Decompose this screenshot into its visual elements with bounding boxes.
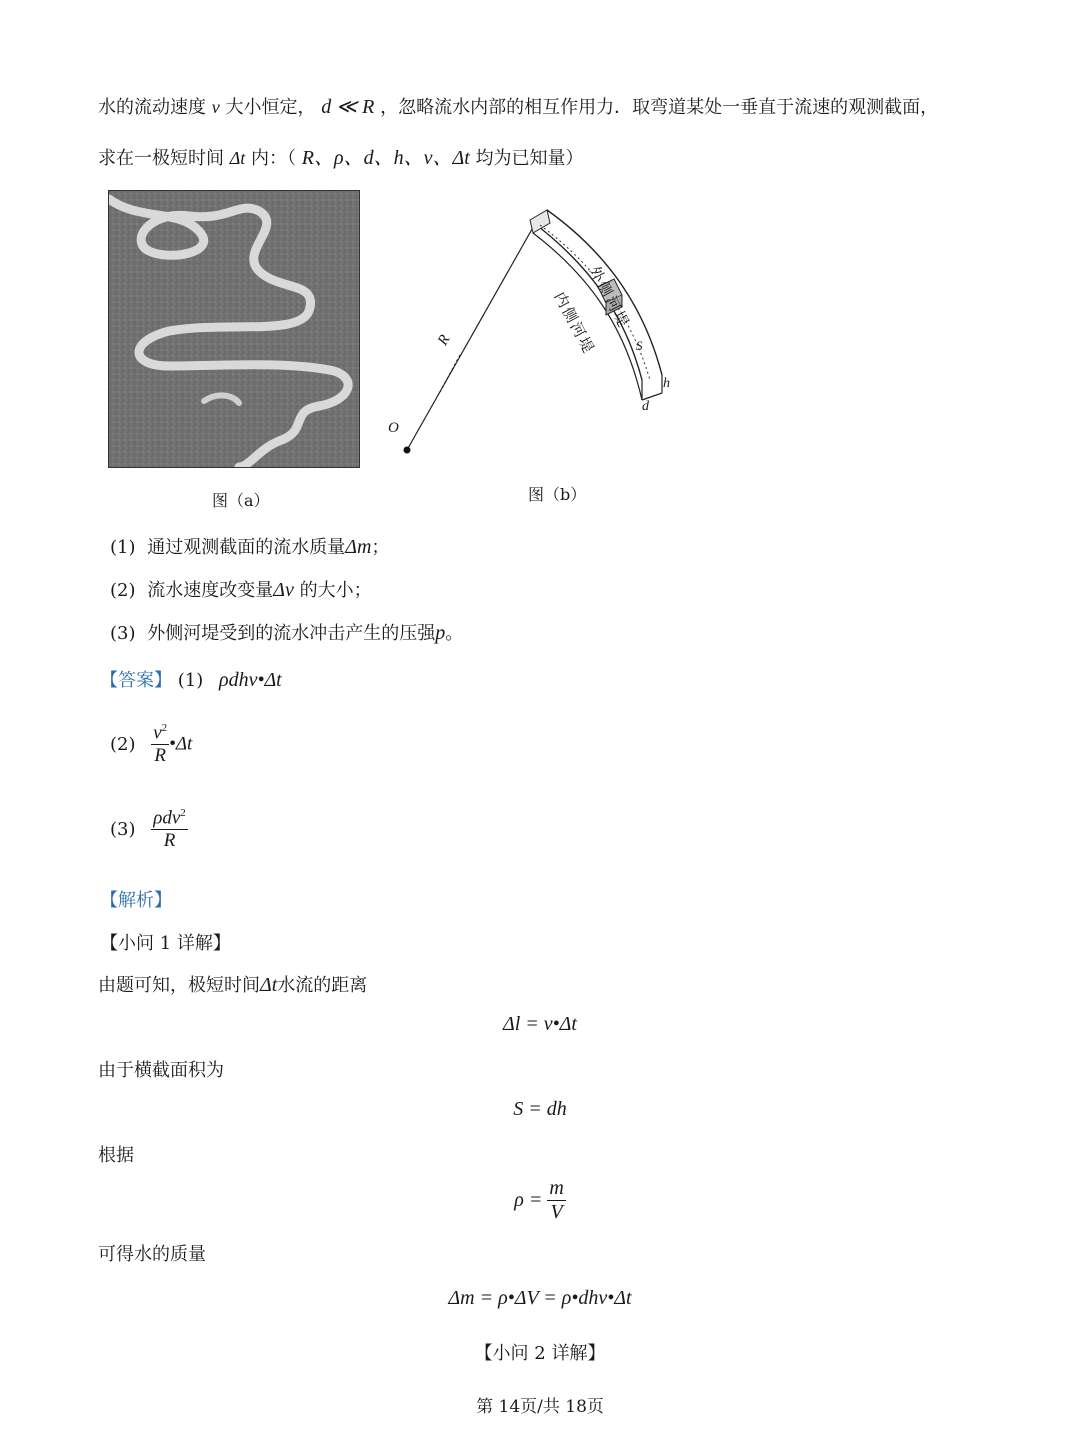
sub-question-1-heading: 【小问 1 详解】	[100, 933, 231, 954]
intro-text-d: 求在一极短时间	[98, 148, 224, 169]
dt-symbol: Δt	[229, 148, 246, 168]
question-2	[110, 576, 372, 602]
intro-text-b: 大小恒定，	[225, 97, 316, 118]
answer-2-numerator: v	[153, 722, 162, 744]
question-1	[110, 533, 389, 559]
label-inner-bank: 内侧河堤	[550, 288, 599, 358]
intro-text-e: 内：（	[251, 148, 297, 169]
analysis-dt-symbol: Δt	[260, 974, 278, 996]
figure-b-caption: 图（b）	[528, 485, 587, 504]
question-3-symbol: p	[435, 622, 446, 644]
answer-3-numerator: ρdv	[153, 807, 181, 829]
answer-3-fraction	[151, 807, 188, 852]
answer-2-fraction	[151, 722, 169, 767]
density-numerator: m	[549, 1177, 564, 1199]
question-1-text: 通过观测截面的流水质量	[147, 537, 346, 558]
river-meander-image	[109, 191, 359, 467]
figure-a-river-photo	[108, 190, 360, 468]
question-3-tail: 。	[445, 623, 464, 644]
sub-question-2-heading: 【小问 2 详解】	[474, 1343, 606, 1364]
density-lhs: ρ =	[514, 1189, 543, 1211]
answer-1-num: (1)	[177, 670, 204, 691]
answer-3-exponent: 2	[180, 807, 186, 819]
equation-distance: Δl = v•Δt	[503, 1013, 577, 1035]
question-1-tail: ；	[371, 537, 390, 558]
question-3-num: (3)	[110, 623, 136, 644]
velocity-symbol: v	[211, 97, 220, 117]
answer-3-num: (3)	[110, 819, 136, 841]
answer-2-denominator: R	[154, 745, 166, 767]
figure-a-caption: 图（a）	[212, 491, 270, 510]
equation-density	[0, 1177, 1080, 1224]
intro-line-1	[98, 93, 938, 119]
label-R: R	[434, 332, 454, 349]
question-1-symbol: Δm	[345, 536, 372, 558]
label-d: d	[642, 399, 649, 414]
condition-formula: d ≪ R	[321, 96, 375, 118]
label-h: h	[663, 376, 670, 391]
answer-1-formula: ρdhv•Δt	[218, 669, 282, 691]
equation-mass: Δm = ρ•ΔV = ρ•dhv•Δt	[448, 1287, 632, 1309]
answer-2-exponent: 2	[161, 722, 168, 734]
question-3	[110, 619, 463, 645]
label-O: O	[388, 420, 399, 436]
answer-3	[110, 807, 188, 852]
answer-2-num: (2)	[110, 734, 136, 756]
answer-1	[100, 666, 282, 692]
question-1-num: (1)	[110, 537, 136, 558]
answer-3-denominator: R	[163, 830, 176, 852]
analysis-text-1b: 水流的距离	[277, 975, 368, 996]
answer-tag: 【答案】	[100, 670, 172, 691]
question-2-text: 流水速度改变量	[147, 580, 274, 601]
density-denominator: V	[550, 1201, 563, 1223]
analysis-text-3: 根据	[98, 1145, 134, 1166]
analysis-text-2: 由于横截面积为	[98, 1060, 224, 1081]
answer-2-tail: •Δt	[169, 733, 193, 755]
figure-b-channel-diagram	[380, 195, 700, 475]
intro-text-a: 水的流动速度	[98, 97, 206, 118]
page-footer: 第 14页/共 18页	[476, 1397, 604, 1417]
analysis-tag: 【解析】	[100, 890, 172, 911]
analysis-text-4: 可得水的质量	[98, 1244, 206, 1265]
question-2-symbol: Δv	[273, 579, 294, 601]
known-vars: R、ρ、d、h、v、Δt	[301, 147, 470, 169]
intro-text-c: ，忽略流水内部的相互作用力．取弯道某处一垂直于流速的观测截面，	[380, 97, 939, 118]
answer-2	[110, 722, 192, 767]
label-S: S	[636, 338, 643, 353]
question-3-text: 外侧河堤受到的流水冲击产生的压强	[147, 623, 436, 644]
intro-line-2	[98, 141, 584, 170]
intro-text-f: 均为已知量）	[475, 148, 584, 169]
question-2-num: (2)	[110, 580, 136, 601]
density-fraction	[547, 1177, 565, 1224]
analysis-text-1	[98, 971, 367, 997]
label-outer-bank: 外侧河堤	[585, 262, 634, 332]
question-2-tail: 的大小；	[299, 580, 372, 601]
analysis-text-1a: 由题可知，极短时间	[98, 975, 260, 996]
equation-area: S = dh	[513, 1098, 567, 1120]
